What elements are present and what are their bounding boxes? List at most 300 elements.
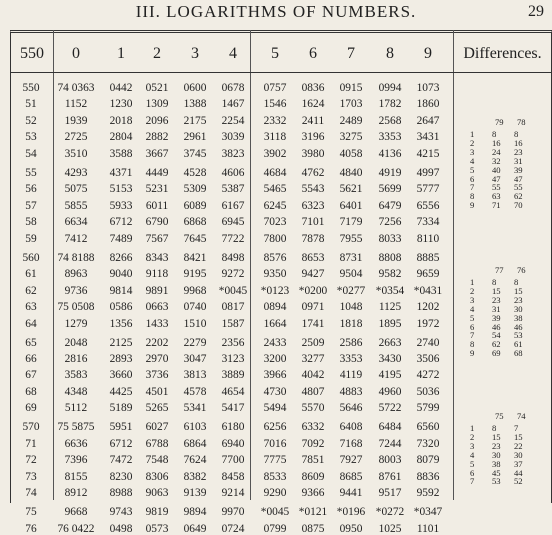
- table-cell: 9214: [221, 487, 245, 500]
- table-cell: 8609: [301, 470, 325, 483]
- table-cell: 6556: [416, 199, 440, 212]
- table-cell: 1782: [378, 98, 402, 111]
- table-cell: 8306: [145, 470, 169, 483]
- table-cell: 2125: [109, 336, 133, 349]
- differences-cell: 15: [492, 431, 501, 442]
- table-cell: 4883: [339, 385, 363, 398]
- table-cell: 2489: [339, 114, 363, 127]
- table-cell: 1587: [221, 317, 245, 330]
- table-cell: 3823: [221, 147, 245, 160]
- table-cell: 4997: [416, 166, 440, 179]
- table-cell: 7179: [339, 216, 363, 229]
- table-cell: 1939: [64, 114, 88, 127]
- table-cell: 1664: [263, 317, 287, 330]
- differences-cell: 53: [492, 476, 501, 487]
- table-cell: 0950: [339, 522, 363, 535]
- table-cell: 5777: [416, 183, 440, 196]
- table-cell: 2279: [183, 336, 207, 349]
- table-cell: 0678: [221, 82, 245, 94]
- table-cell: 7168: [339, 437, 363, 450]
- differences-cell: 55: [492, 182, 501, 193]
- differences-cell: 46: [492, 321, 501, 332]
- table-cell: 0817: [221, 301, 245, 314]
- differences-cell: 15: [514, 285, 523, 296]
- row-label: 68: [25, 385, 37, 398]
- table-cell: 9592: [416, 487, 440, 500]
- row-label: 54: [25, 147, 37, 160]
- row-label: 74: [25, 487, 37, 500]
- table-cell: 7851: [301, 454, 325, 467]
- table-cell: 3277: [301, 353, 325, 365]
- table-cell: 4425: [109, 385, 133, 398]
- differences-cell: 52: [514, 476, 523, 487]
- table-cell: 9350: [263, 268, 287, 281]
- differences-cell: 71: [492, 200, 501, 211]
- table-cell: 8885: [416, 251, 440, 264]
- table-cell: 1048: [339, 301, 363, 314]
- table-cell: 1895: [378, 317, 402, 330]
- table-cell: 2586: [339, 336, 363, 349]
- table-cell: 5543: [301, 183, 325, 196]
- differences-cell: 30: [492, 449, 501, 460]
- table-cell: 7878: [301, 232, 325, 245]
- table-cell: 74 8188: [57, 251, 95, 264]
- differences-cell: 47: [492, 173, 501, 184]
- row-label: 57: [25, 199, 37, 212]
- differences-cell: 8: [470, 339, 475, 350]
- table-cell: 6788: [145, 437, 169, 450]
- table-cell: 8343: [145, 251, 169, 264]
- row-label: 63: [25, 301, 37, 314]
- table-cell: 9736: [64, 284, 88, 297]
- table-cell: 3353: [339, 353, 363, 365]
- table-cell: 7645: [183, 232, 207, 245]
- row-label: 550: [22, 82, 40, 94]
- differences-cell: 23: [492, 294, 501, 305]
- differences-cell: 8: [514, 277, 519, 287]
- differences-column-header: 75: [495, 411, 504, 421]
- row-label: 73: [25, 470, 37, 483]
- table-cell: 2568: [378, 114, 402, 127]
- column-header: 7: [347, 45, 355, 62]
- table-cell: 1073: [416, 82, 440, 94]
- table-cell: 1510: [183, 317, 207, 330]
- differences-cell: 30: [514, 449, 523, 460]
- table-cell: 8421: [183, 251, 207, 264]
- table-cell: 3902: [263, 147, 287, 160]
- table-cell: 2018: [109, 114, 133, 127]
- table-cell: 1152: [64, 98, 88, 111]
- differences-cell: 31: [514, 155, 523, 166]
- differences-cell: 8: [492, 423, 497, 433]
- table-cell: 5231: [145, 183, 169, 196]
- differences-cell: 8: [492, 129, 497, 139]
- table-cell: 4058: [339, 147, 363, 160]
- table-cell: 6945: [221, 216, 245, 229]
- table-cell: 3588: [109, 147, 133, 160]
- table-cell: 3275: [339, 131, 363, 144]
- differences-cell: 32: [492, 155, 501, 166]
- table-cell: 0663: [145, 301, 169, 314]
- table-cell: 2175: [183, 114, 207, 127]
- table-cell: 9814: [109, 284, 133, 297]
- table-cell: 3047: [183, 353, 207, 365]
- differences-cell: 69: [492, 348, 501, 359]
- table-cell: 3430: [378, 353, 402, 365]
- column-header: 2: [153, 45, 161, 62]
- table-cell: 4684: [263, 166, 287, 179]
- table-cell: 6167: [221, 199, 245, 212]
- table-cell: 1388: [183, 98, 207, 111]
- differences-cell: 5: [470, 312, 475, 323]
- table-cell: 8963: [64, 268, 88, 281]
- table-cell: 3980: [301, 147, 325, 160]
- differences-cell: 2: [470, 137, 475, 148]
- row-label: 58: [25, 216, 37, 229]
- differences-cell: 38: [514, 312, 523, 323]
- table-cell: *0196: [336, 506, 366, 519]
- table-cell: 1818: [339, 317, 363, 330]
- differences-column-header: 79: [495, 117, 504, 127]
- differences-cell: 7: [470, 476, 475, 487]
- row-label: 75: [25, 506, 37, 519]
- row-label: 560: [22, 251, 40, 264]
- differences-header: Differences.: [463, 45, 542, 62]
- table-cell: *0272: [375, 506, 405, 519]
- table-cell: 75 5875: [57, 421, 95, 434]
- table-cell: 3510: [64, 147, 88, 160]
- table-cell: 7101: [301, 216, 325, 229]
- table-cell: *0347: [413, 506, 443, 519]
- table-cell: 5699: [378, 183, 402, 196]
- column-header: 4: [229, 45, 237, 62]
- row-label: 65: [25, 336, 37, 349]
- table-cell: 9427: [301, 268, 325, 281]
- column-header: 3: [191, 45, 199, 62]
- table-cell: 76 0422: [57, 522, 95, 535]
- table-cell: 5722: [378, 402, 402, 415]
- table-cell: 1202: [416, 301, 440, 314]
- column-header: 5: [271, 45, 279, 62]
- row-label: 64: [25, 317, 37, 330]
- differences-cell: 4: [470, 303, 475, 314]
- table-cell: *0277: [336, 284, 366, 297]
- differences-cell: 24: [492, 146, 501, 157]
- table-cell: 5189: [109, 402, 133, 415]
- table-cell: 2961: [183, 131, 207, 144]
- table-cell: 2254: [221, 114, 245, 127]
- table-cell: *0045: [260, 506, 290, 519]
- differences-cell: 6: [470, 467, 475, 478]
- table-cell: 4293: [64, 166, 88, 179]
- table-cell: 0498: [109, 522, 133, 535]
- differences-cell: 9: [470, 348, 475, 359]
- row-label: 56: [25, 183, 37, 196]
- table-cell: 9139: [183, 487, 207, 500]
- table-cell: 0521: [145, 82, 169, 94]
- table-cell: 0915: [339, 82, 363, 94]
- row-label: 62: [25, 284, 37, 297]
- table-cell: 7472: [109, 454, 133, 467]
- differences-cell: 44: [514, 467, 523, 478]
- table-cell: 3736: [145, 369, 169, 382]
- row-label: 59: [25, 232, 37, 245]
- table-cell: 7489: [109, 232, 133, 245]
- header-rule: [10, 72, 552, 73]
- table-cell: 6256: [263, 421, 287, 434]
- table-cell: 6712: [109, 437, 133, 450]
- differences-cell: 15: [492, 285, 501, 296]
- table-cell: 9668: [64, 506, 88, 519]
- table-cell: 3039: [221, 131, 245, 144]
- differences-cell: 38: [492, 458, 501, 469]
- differences-cell: 30: [514, 303, 523, 314]
- differences-cell: 23: [514, 146, 523, 157]
- table-cell: 1125: [378, 301, 402, 314]
- differences-cell: 1: [470, 129, 475, 139]
- table-cell: 5646: [339, 402, 363, 415]
- table-cell: 5036: [416, 385, 440, 398]
- table-cell: 0894: [263, 301, 287, 314]
- differences-cell: 39: [492, 312, 501, 323]
- row-label: 51: [25, 98, 37, 111]
- table-cell: 5265: [145, 402, 169, 415]
- table-cell: 3506: [416, 353, 440, 365]
- row-label: 53: [25, 131, 37, 144]
- table-cell: 0757: [263, 82, 287, 94]
- table-cell: 3353: [378, 131, 402, 144]
- differences-cell: 3: [470, 440, 475, 451]
- differences-cell: 70: [514, 200, 523, 211]
- differences-cell: 15: [514, 431, 523, 442]
- table-cell: 1025: [378, 522, 402, 535]
- table-cell: 3889: [221, 369, 245, 382]
- table-cell: 2740: [416, 336, 440, 349]
- column-header: 9: [424, 45, 432, 62]
- differences-cell: 55: [514, 182, 523, 193]
- table-cell: 1546: [263, 98, 287, 111]
- table-cell: 0740: [183, 301, 207, 314]
- row-label: 67: [25, 369, 37, 382]
- table-cell: 6180: [221, 421, 245, 434]
- table-cell: 1467: [221, 98, 245, 111]
- table-cell: 3966: [263, 369, 287, 382]
- table-cell: 8155: [64, 470, 88, 483]
- table-cell: 2804: [109, 131, 133, 144]
- table-cell: *0121: [298, 506, 328, 519]
- table-cell: 8731: [339, 251, 363, 264]
- table-cell: 7023: [263, 216, 287, 229]
- column-header: 0: [72, 45, 80, 62]
- table-cell: 2202: [145, 336, 169, 349]
- table-cell: 7396: [64, 454, 88, 467]
- table-cell: 5075: [64, 183, 88, 196]
- table-cell: *0354: [375, 284, 405, 297]
- table-cell: 1703: [339, 98, 363, 111]
- table-cell: 5341: [183, 402, 207, 415]
- differences-cell: 39: [514, 164, 523, 175]
- table-cell: 4042: [301, 369, 325, 382]
- table-cell: 9743: [109, 506, 133, 519]
- table-cell: 0971: [301, 301, 325, 314]
- differences-cell: 5: [470, 458, 475, 469]
- differences-cell: 53: [514, 330, 523, 341]
- table-cell: *0123: [260, 284, 290, 297]
- differences-cell: 8: [470, 191, 475, 202]
- table-cell: 0799: [263, 522, 287, 535]
- table-cell: 3583: [64, 369, 88, 382]
- table-cell: 6011: [145, 199, 169, 212]
- table-cell: 5112: [64, 402, 88, 415]
- table-cell: 1279: [64, 317, 88, 330]
- table-cell: 4528: [183, 166, 207, 179]
- table-cell: *0045: [218, 284, 248, 297]
- column-header: 8: [386, 45, 394, 62]
- table-cell: 2356: [221, 336, 245, 349]
- table-corner-label: 550: [20, 45, 44, 62]
- table-cell: 7244: [378, 437, 402, 450]
- table-cell: 2725: [64, 131, 88, 144]
- page-number: 29: [528, 3, 544, 20]
- table-cell: 3200: [263, 353, 287, 365]
- table-cell: 5933: [109, 199, 133, 212]
- table-cell: 4449: [145, 166, 169, 179]
- table-cell: 4348: [64, 385, 88, 398]
- row-label: 570: [22, 421, 40, 434]
- table-cell: 1860: [416, 98, 440, 111]
- table-cell: 0573: [145, 522, 169, 535]
- table-cell: 9063: [145, 487, 169, 500]
- differences-cell: 5: [470, 164, 475, 175]
- table-cell: 8808: [378, 251, 402, 264]
- table-cell: 9272: [221, 268, 245, 281]
- table-cell: 7256: [378, 216, 402, 229]
- table-cell: 5387: [221, 183, 245, 196]
- differences-cell: 2: [470, 285, 475, 296]
- differences-cell: 23: [514, 294, 523, 305]
- table-cell: 9504: [339, 268, 363, 281]
- table-cell: 8653: [301, 251, 325, 264]
- differences-cell: 54: [492, 330, 501, 341]
- table-cell: 9040: [109, 268, 133, 281]
- table-cell: 3196: [301, 131, 325, 144]
- table-cell: 9118: [145, 268, 169, 281]
- differences-cell: 37: [514, 458, 523, 469]
- table-cell: 4730: [263, 385, 287, 398]
- table-cell: 9290: [263, 487, 287, 500]
- table-cell: 5951: [109, 421, 133, 434]
- differences-column-header: 76: [517, 265, 526, 275]
- table-cell: 8230: [109, 470, 133, 483]
- differences-cell: 1: [470, 277, 475, 287]
- table-cell: 1433: [145, 317, 169, 330]
- table-cell: 7800: [263, 232, 287, 245]
- table-cell: 1624: [301, 98, 325, 111]
- differences-cell: 63: [492, 191, 501, 202]
- table-cell: 7624: [183, 454, 207, 467]
- table-cell: 7092: [301, 437, 325, 450]
- table-cell: 8266: [109, 251, 133, 264]
- table-cell: 4501: [145, 385, 169, 398]
- differences-cell: 6: [470, 321, 475, 332]
- differences-cell: 3: [470, 146, 475, 157]
- table-cell: 4119: [339, 369, 363, 382]
- differences-cell: 23: [492, 440, 501, 451]
- table-cell: 5309: [183, 183, 207, 196]
- table-cell: 7722: [221, 232, 245, 245]
- row-label: 55: [25, 166, 37, 179]
- table-cell: 0994: [378, 82, 402, 94]
- table-cell: 2048: [64, 336, 88, 349]
- table-cell: 7927: [339, 454, 363, 467]
- table-cell: 6332: [301, 421, 325, 434]
- differences-cell: 1: [470, 423, 475, 433]
- section-title: III. LOGARITHMS OF NUMBERS.: [135, 2, 417, 21]
- row-label: 71: [25, 437, 37, 450]
- row-label: 72: [25, 454, 37, 467]
- table-cell: 9195: [183, 268, 207, 281]
- differences-cell: 4: [470, 155, 475, 166]
- table-cell: 2332: [263, 114, 287, 127]
- column-header: 6: [309, 45, 317, 62]
- table-cell: 8761: [378, 470, 402, 483]
- differences-cell: 6: [470, 173, 475, 184]
- table-cell: 9891: [145, 284, 169, 297]
- table-cell: *0200: [298, 284, 328, 297]
- table-cell: 7320: [416, 437, 440, 450]
- table-cell: 4762: [301, 166, 325, 179]
- table-cell: 8533: [263, 470, 287, 483]
- table-cell: 4371: [109, 166, 133, 179]
- table-cell: 5799: [416, 402, 440, 415]
- differences-cell: 3: [470, 294, 475, 305]
- column-header: 1: [117, 45, 125, 62]
- table-cell: 2882: [145, 131, 169, 144]
- differences-cell: 62: [492, 339, 501, 350]
- differences-cell: 68: [514, 348, 523, 359]
- table-cell: 5494: [263, 402, 287, 415]
- table-cell: 1309: [145, 98, 169, 111]
- table-cell: 5465: [263, 183, 287, 196]
- table-cell: 0586: [109, 301, 133, 314]
- differences-cell: 61: [514, 339, 523, 350]
- table-cell: 9819: [145, 506, 169, 519]
- table-cell: 7955: [339, 232, 363, 245]
- table-cell: 8079: [416, 454, 440, 467]
- table-cell: 6027: [145, 421, 169, 434]
- table-cell: 2893: [109, 353, 133, 365]
- table-cell: 6323: [301, 199, 325, 212]
- differences-column-header: 77: [495, 265, 504, 275]
- table-cell: 6940: [221, 437, 245, 450]
- differences-cell: 47: [514, 173, 523, 184]
- differences-cell: 62: [514, 191, 523, 202]
- table-cell: 7775: [263, 454, 287, 467]
- table-cell: 4136: [378, 147, 402, 160]
- table-cell: 6408: [339, 421, 363, 434]
- table-cell: 0724: [221, 522, 245, 535]
- table-cell: 7567: [145, 232, 169, 245]
- table-cell: 8836: [416, 470, 440, 483]
- table-cell: 1356: [109, 317, 133, 330]
- table-cell: 1972: [416, 317, 440, 330]
- table-cell: 9659: [416, 268, 440, 281]
- table-cell: 4215: [416, 147, 440, 160]
- table-cell: 7700: [221, 454, 245, 467]
- table-cell: 6484: [378, 421, 402, 434]
- table-cell: 6089: [183, 199, 207, 212]
- table-cell: 8110: [416, 232, 440, 245]
